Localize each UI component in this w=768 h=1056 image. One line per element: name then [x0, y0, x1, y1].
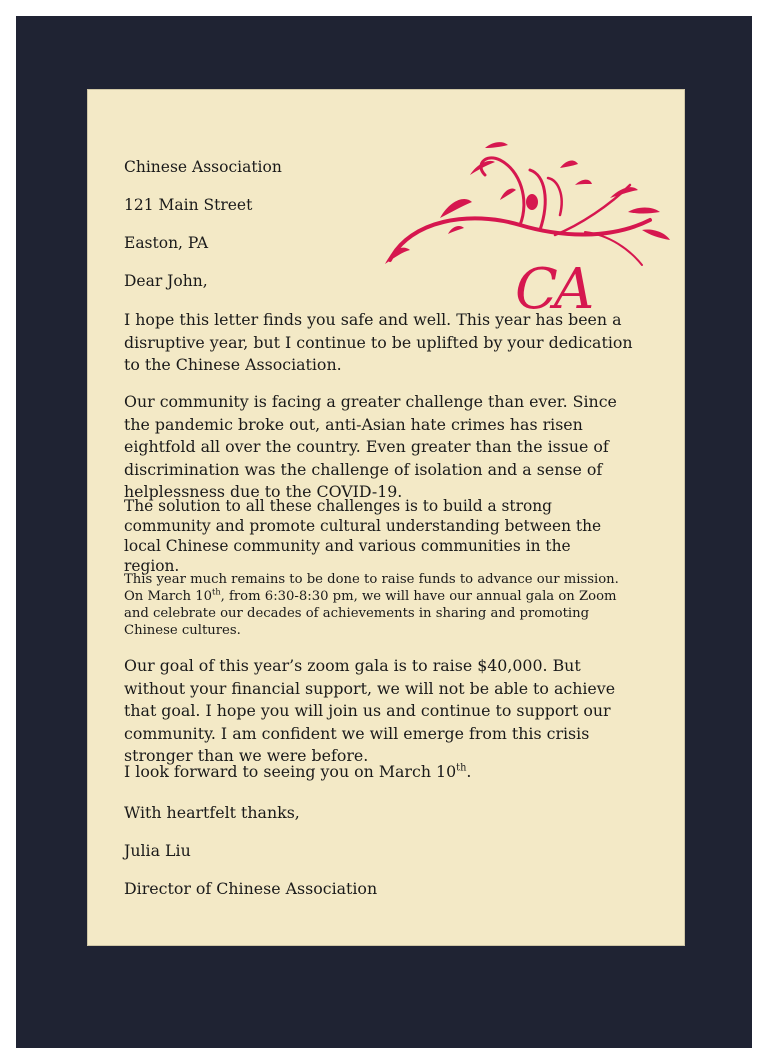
paragraph-closing-line	[124, 761, 634, 784]
sender-city: Easton, PA	[124, 234, 209, 252]
gala-text-a: This year much remains to be done to raise funds to advance our mission. On March 10	[124, 572, 619, 604]
closing: With heartfelt thanks,	[124, 803, 300, 822]
sender-street: 121 Main Street	[124, 196, 253, 214]
closing-line-suffix: th	[456, 762, 467, 774]
paragraph-gala	[124, 571, 634, 639]
paragraph-challenge: Our community is facing a greater challenge than ever. Since the pandemic broke out, anti-Asian hate crimes has risen eightfold all over the country. Even greater than the issue of discrimination was the challenge of isolation and a sense of helplessness due to the COVID-19.	[124, 392, 617, 501]
gala-text-b: , from 6:30-8:30 pm, we will have our annual gala on Zoom and celebrate our decades of achievements in sharing and promoting Chinese cultures.	[124, 589, 617, 638]
gala-date-suffix: th	[212, 586, 221, 597]
paragraph-intro: I hope this letter finds you safe and well. This year has been a disruptive year, but I continue to be uplifted by your dedication to the Chinese Association.	[124, 310, 633, 374]
closing-line-text-a: I look forward to seeing you on March 10	[124, 762, 457, 781]
floral-ornament-logo	[380, 140, 680, 315]
monogram-text: CA	[515, 257, 591, 315]
signer-name: Julia Liu	[124, 841, 191, 860]
paragraph-goal: Our goal of this year’s zoom gala is to raise $40,000. But without your financial support, we will not be able to achieve that goal. I hope you will join us and continue to support our community. I am confident we will emerge from this crisis stronger than we were before.	[124, 656, 616, 765]
paragraph-solution: The solution to all these challenges is to build a strong community and promote cultural understanding between the local Chinese community and various communities in the region.	[124, 497, 602, 575]
sender-name: Chinese Association	[124, 158, 282, 176]
closing-line-text-b: .	[466, 762, 472, 781]
greeting: Dear John,	[124, 272, 208, 290]
signer-title: Director of Chinese Association	[124, 879, 378, 898]
